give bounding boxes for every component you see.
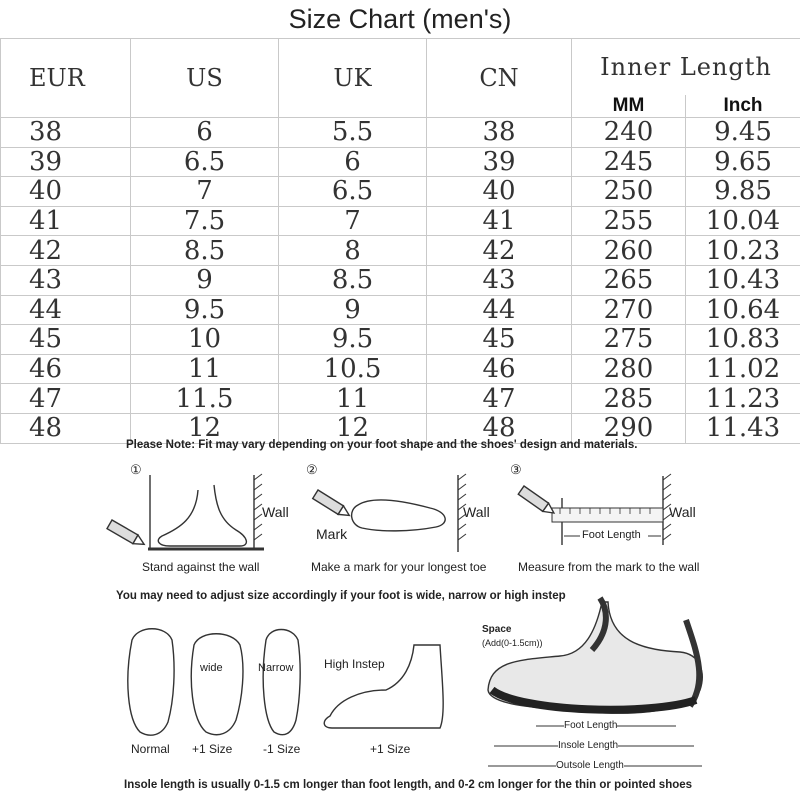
step2-wall-label: Wall bbox=[463, 504, 490, 520]
table-cell: 12 bbox=[131, 413, 279, 443]
table-cell: 42 bbox=[1, 236, 131, 266]
table-cell: 11.5 bbox=[131, 384, 279, 414]
step2-caption: Make a mark for your longest toe bbox=[311, 560, 487, 574]
table-cell: 12 bbox=[279, 413, 427, 443]
chart-title: Size Chart (men's) bbox=[288, 4, 512, 34]
step1-pencil-icon bbox=[107, 520, 147, 549]
table-cell: 47 bbox=[427, 384, 572, 414]
table-cell: 46 bbox=[1, 354, 131, 384]
step1-number: ① bbox=[130, 462, 142, 477]
table-cell: 8.5 bbox=[131, 236, 279, 266]
table-cell: 41 bbox=[427, 206, 572, 236]
step3-caption: Measure from the mark to the wall bbox=[518, 560, 700, 574]
table-cell: 39 bbox=[427, 147, 572, 177]
step2-foot-icon bbox=[352, 500, 446, 531]
table-cell: 9.5 bbox=[131, 295, 279, 325]
step3-wall-label: Wall bbox=[669, 504, 696, 520]
table-cell: 7 bbox=[279, 206, 427, 236]
wide-label: wide bbox=[200, 662, 223, 674]
table-cell: 10.23 bbox=[686, 236, 800, 266]
shoe-insole-length-label: Insole Length bbox=[558, 740, 619, 751]
wide-size-label: +1 Size bbox=[192, 742, 233, 756]
narrow-size-label: -1 Size bbox=[263, 742, 301, 756]
table-cell: 11 bbox=[279, 384, 427, 414]
table-cell: 45 bbox=[1, 325, 131, 355]
table-cell: 42 bbox=[427, 236, 572, 266]
space-label: Space bbox=[482, 624, 512, 635]
table-cell: 39 bbox=[1, 147, 131, 177]
table-cell: 9.65 bbox=[686, 147, 800, 177]
step1-wall-label: Wall bbox=[262, 504, 289, 520]
table-cell: 280 bbox=[572, 354, 686, 384]
table-cell: 11.43 bbox=[686, 413, 800, 443]
header-cn: CN bbox=[427, 39, 572, 118]
step3-foot-length-label: Foot Length bbox=[582, 529, 641, 541]
table-cell: 255 bbox=[572, 206, 686, 236]
table-cell: 9 bbox=[131, 265, 279, 295]
header-mm: MM bbox=[572, 95, 686, 118]
table-cell: 9.45 bbox=[686, 118, 800, 148]
step1-foot-icon bbox=[158, 485, 246, 546]
table-cell: 265 bbox=[572, 265, 686, 295]
shoe-foot-length-label: Foot Length bbox=[564, 720, 618, 731]
narrow-label: Narrow bbox=[258, 662, 294, 674]
table-cell: 6 bbox=[279, 147, 427, 177]
table-cell: 7.5 bbox=[131, 206, 279, 236]
table-cell: 47 bbox=[1, 384, 131, 414]
header-inch: Inch bbox=[686, 95, 800, 118]
shoe-outsole-length-label: Outsole Length bbox=[556, 760, 624, 771]
table-cell: 11.02 bbox=[686, 354, 800, 384]
normal-label: Normal bbox=[131, 742, 170, 756]
table-cell: 40 bbox=[1, 177, 131, 207]
table-cell: 275 bbox=[572, 325, 686, 355]
table-cell: 38 bbox=[427, 118, 572, 148]
table-cell: 11.23 bbox=[686, 384, 800, 414]
table-cell: 8.5 bbox=[279, 265, 427, 295]
table-cell: 10 bbox=[131, 325, 279, 355]
table-cell: 10.83 bbox=[686, 325, 800, 355]
high-instep-label: High Instep bbox=[324, 657, 385, 671]
table-cell: 10.64 bbox=[686, 295, 800, 325]
table-cell: 43 bbox=[1, 265, 131, 295]
table-cell: 6.5 bbox=[279, 177, 427, 207]
step3-pencil-icon bbox=[518, 486, 557, 517]
high-size-label: +1 Size bbox=[370, 742, 411, 756]
step2-pencil-icon bbox=[313, 490, 352, 520]
table-cell: 9.85 bbox=[686, 177, 800, 207]
table-cell: 8 bbox=[279, 236, 427, 266]
step3-ruler bbox=[552, 508, 663, 522]
table-cell: 46 bbox=[427, 354, 572, 384]
table-cell: 290 bbox=[572, 413, 686, 443]
table-cell: 250 bbox=[572, 177, 686, 207]
table-cell: 5.5 bbox=[279, 118, 427, 148]
shoe-body bbox=[488, 602, 702, 713]
step2-mark-label: Mark bbox=[316, 526, 348, 542]
table-cell: 260 bbox=[572, 236, 686, 266]
insole-note: Insole length is usually 0-1.5 cm longer than foot length, and 0-2 cm longer for the thin or pointed shoes bbox=[124, 779, 693, 791]
header-eur: EUR bbox=[1, 39, 131, 118]
table-cell: 9 bbox=[279, 295, 427, 325]
table-cell: 45 bbox=[427, 325, 572, 355]
header-us: US bbox=[131, 39, 279, 118]
adjust-note: You may need to adjust size accordingly if your foot is wide, narrow or high instep bbox=[116, 590, 566, 602]
table-cell: 44 bbox=[427, 295, 572, 325]
fit-note: Please Note: Fit may vary depending on your foot shape and the shoes' design and materials. bbox=[126, 439, 638, 451]
wide-foot-icon bbox=[191, 634, 243, 735]
table-cell: 6.5 bbox=[131, 147, 279, 177]
table-cell: 6 bbox=[131, 118, 279, 148]
table-cell: 245 bbox=[572, 147, 686, 177]
step3-number: ③ bbox=[510, 462, 522, 477]
table-cell: 40 bbox=[427, 177, 572, 207]
table-cell: 38 bbox=[1, 118, 131, 148]
normal-foot-icon bbox=[128, 629, 174, 735]
table-cell: 43 bbox=[427, 265, 572, 295]
table-cell: 44 bbox=[1, 295, 131, 325]
table-cell: 11 bbox=[131, 354, 279, 384]
step1-caption: Stand against the wall bbox=[142, 560, 260, 574]
table-cell: 7 bbox=[131, 177, 279, 207]
header-uk: UK bbox=[279, 39, 427, 118]
table-cell: 10.43 bbox=[686, 265, 800, 295]
table-cell: 285 bbox=[572, 384, 686, 414]
table-cell: 10.04 bbox=[686, 206, 800, 236]
narrow-foot-icon bbox=[263, 630, 300, 735]
table-cell: 48 bbox=[1, 413, 131, 443]
table-cell: 10.5 bbox=[279, 354, 427, 384]
table-cell: 240 bbox=[572, 118, 686, 148]
table-cell: 48 bbox=[427, 413, 572, 443]
header-inner-length: Inner Length bbox=[572, 39, 800, 96]
table-cell: 270 bbox=[572, 295, 686, 325]
step1-wall-hatch bbox=[254, 474, 262, 540]
step2-number: ② bbox=[306, 462, 318, 477]
table-cell: 41 bbox=[1, 206, 131, 236]
table-cell: 9.5 bbox=[279, 325, 427, 355]
space-add-label: (Add(0-1.5cm)) bbox=[482, 638, 543, 648]
